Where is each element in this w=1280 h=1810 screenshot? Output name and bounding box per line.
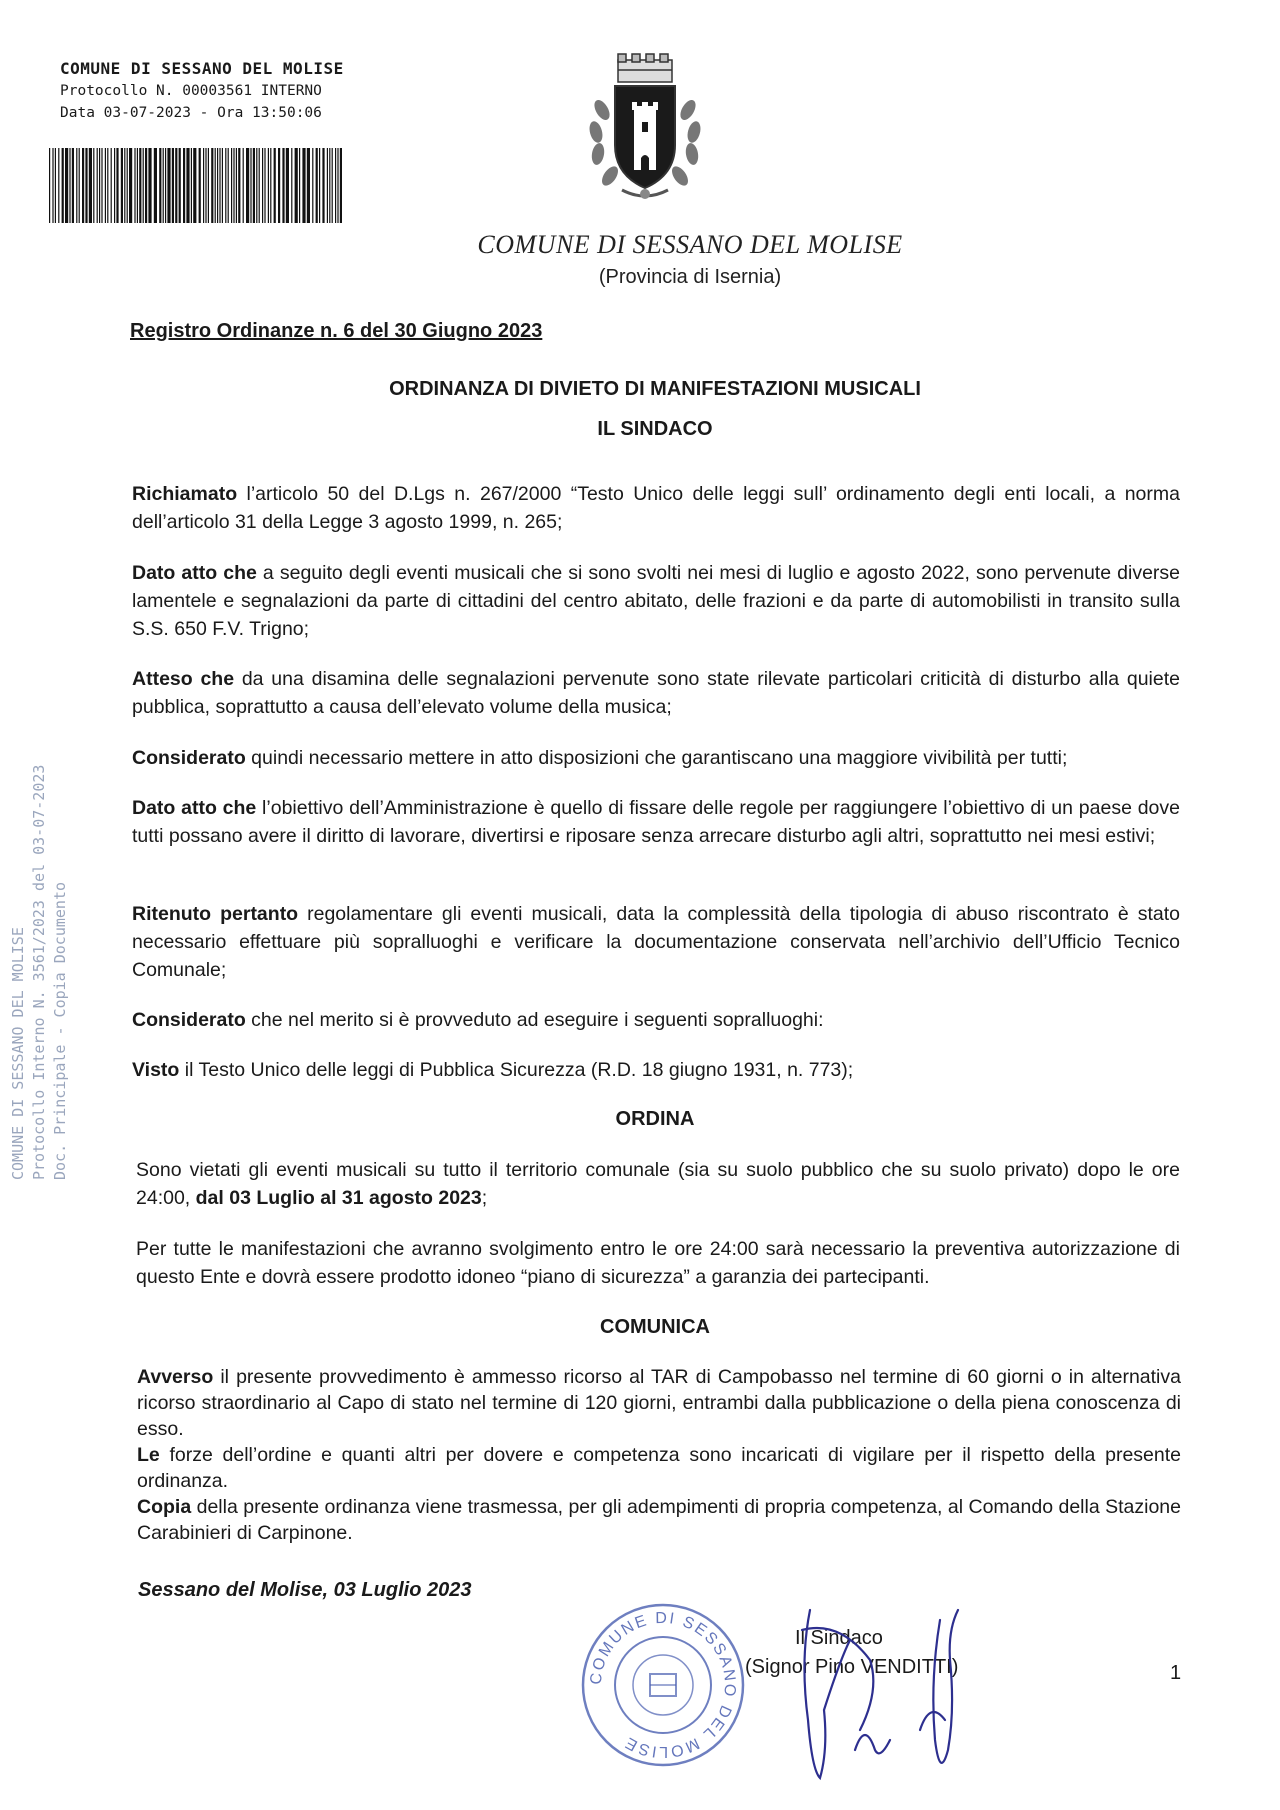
official-seal-icon	[578, 1600, 748, 1770]
handwritten-signature	[780, 1600, 1010, 1785]
protocol-stamp	[60, 58, 344, 124]
comunica-forze-ordine: Le forze dell’ordine e quanti altri per dovere e competenza sono incaricati di vigilare per il rispetto della presente ordinanza.	[137, 1444, 1181, 1492]
signature-role: Il Sindaco	[795, 1627, 883, 1649]
signature-name: (Signor Pino VENDITTI)	[745, 1656, 959, 1678]
side-note-line-3: Doc. Principale - Copia Documento	[51, 881, 69, 1180]
ordinance-title: ORDINANZA DI DIVIETO DI MANIFESTAZIONI MUSICALI	[389, 378, 921, 400]
premise-considerato-2: Considerato che nel merito si è provveduto ad eseguire i seguenti sopralluoghi:	[132, 1009, 824, 1031]
premise-visto: Visto il Testo Unico delle leggi di Pubblica Sicurezza (R.D. 18 giugno 1931, n. 773);	[132, 1059, 854, 1081]
protocol-side-note	[8, 640, 71, 1180]
premise-dato-atto-2: Dato atto che l’obiettivo dell’Amministrazione è quello di fissare delle regole per raggiungere l’obiettivo di un paese dove tutti possano avere il diritto di lavorare, divertirsi e riposare senza arrecare disturbo agli altri, soprattutto nei mesi estivi;	[132, 797, 1180, 847]
ordina-paragraph-1: Sono vietati gli eventi musicali su tutto il territorio comunale (sia su suolo pubblico che su suolo privato) dopo le ore 24:00, dal 03 Luglio al 31 agosto 2023;	[136, 1159, 1180, 1209]
ordina-heading: ORDINA	[615, 1108, 695, 1130]
barcode	[47, 148, 347, 223]
stamp-line-2: Protocollo N. 00003561 INTERNO	[60, 83, 322, 99]
premise-ritenuto: Ritenuto pertanto regolamentare gli eventi musicali, data la complessità della tipologia di abuso riscontrato è stato necessario effettuare più sopralluoghi e verificare la documentazione conservata nell’archivio dell’Ufficio Tecnico Comunale;	[132, 903, 1180, 981]
premise-atteso: Atteso che da una disamina delle segnalazioni pervenute sono state rilevate particolari criticità di disturbo alla quiete pubblica, soprattutto a causa dell’elevato volume della musica;	[132, 668, 1180, 718]
municipality-title: COMUNE DI SESSANO DEL MOLISE	[477, 230, 903, 259]
seal-text: COMUNE DI SESSANO DEL MOLISE	[587, 1609, 739, 1761]
stamp-line-1: COMUNE DI SESSANO DEL MOLISE	[60, 59, 344, 78]
municipal-crest-icon	[580, 50, 710, 210]
ordina-paragraph-2: Per tutte le manifestazioni che avranno svolgimento entro le ore 24:00 sarà necessario la preventiva autorizzazione di questo Ente e dovrà essere prodotto idoneo “piano di sicurezza” a garanzia dei partecipanti.	[136, 1238, 1180, 1288]
province-subtitle: (Provincia di Isernia)	[598, 266, 782, 288]
place-and-date: Sessano del Molise, 03 Luglio 2023	[138, 1579, 472, 1601]
comunica-avverso: Avverso il presente provvedimento è ammesso ricorso al TAR di Campobasso nel termine di 60 giorni o in alternativa ricorso straordinario al Capo di stato nel termine di 120 giorni, entrambi dalla pubblicazione o della piena conoscenza di esso.	[137, 1366, 1181, 1440]
premise-richiamato: Richiamato l’articolo 50 del D.Lgs n. 267/2000 “Testo Unico delle leggi sull’ ordinamento degli enti locali, a norma dell’articolo 31 della Legge 3 agosto 1999, n. 265;	[132, 483, 1180, 533]
registro-ordinanze: Registro Ordinanze n. 6 del 30 Giugno 2023	[130, 320, 543, 342]
comunica-copia: Copia della presente ordinanza viene trasmessa, per gli adempimenti di propria competenza, al Comando della Stazione Carabinieri di Carpinone.	[137, 1496, 1181, 1544]
premise-dato-atto-1: Dato atto che a seguito degli eventi musicali che si sono svolti nei mesi di luglio e agosto 2022, sono pervenute diverse lamentele e segnalazioni da parte di cittadini del centro abitato, delle frazioni e da parte di automobilisti in transito sulla S.S. 650 F.V. Trigno;	[132, 562, 1180, 640]
side-note-line-2: Protocollo Interno N. 3561/2023 del 03-07-2023	[30, 764, 48, 1180]
premise-considerato-1: Considerato quindi necessario mettere in atto disposizioni che garantiscano una maggiore vivibilità per tutti;	[132, 747, 1068, 769]
comunica-heading: COMUNICA	[600, 1316, 710, 1338]
side-note-line-1: COMUNE DI SESSANO DEL MOLISE	[9, 927, 27, 1180]
page-number: 1	[1170, 1662, 1182, 1684]
stamp-line-3: Data 03-07-2023 - Ora 13:50:06	[60, 105, 322, 121]
authority-heading: IL SINDACO	[597, 418, 713, 440]
